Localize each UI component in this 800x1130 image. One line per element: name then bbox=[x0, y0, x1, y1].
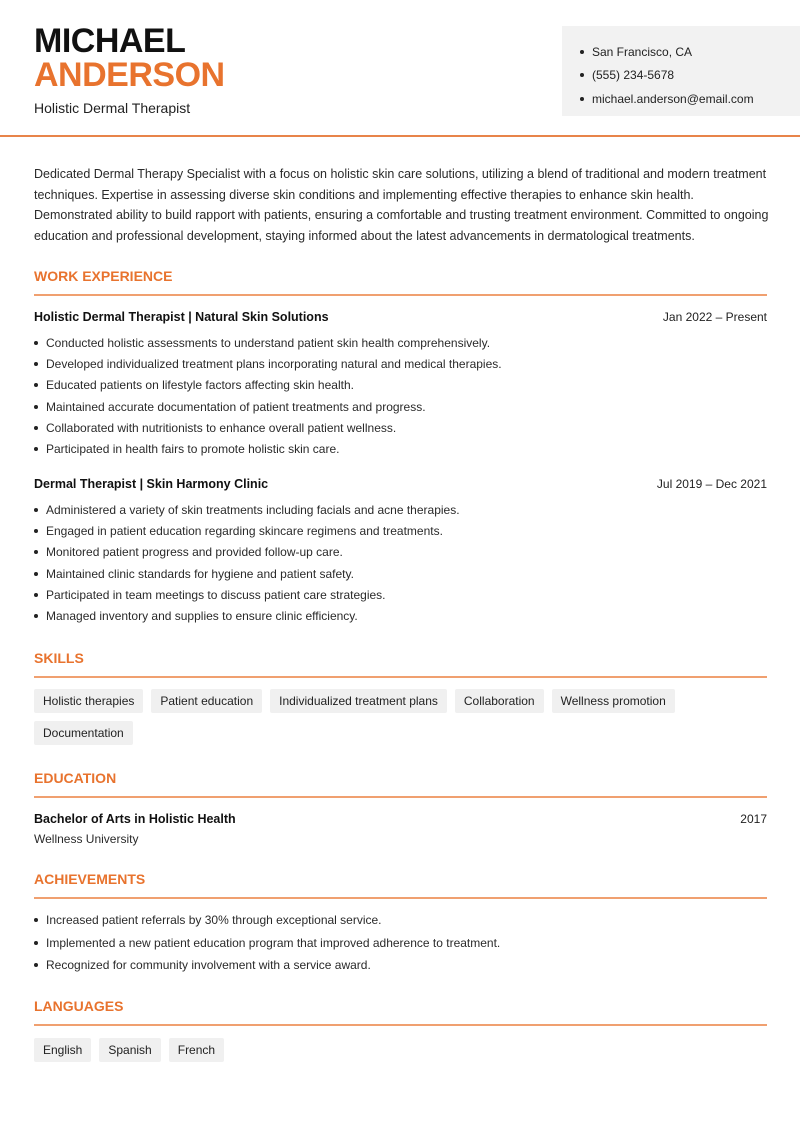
list-item bbox=[34, 542, 767, 563]
list-item bbox=[34, 520, 767, 541]
skill-chip: Patient education bbox=[151, 689, 262, 713]
list-item-text: Increased patient referrals by 30% through exceptional service. bbox=[46, 913, 382, 928]
bullet-icon bbox=[34, 614, 38, 618]
list-item bbox=[34, 332, 767, 353]
list-item bbox=[34, 584, 767, 605]
bullet-icon bbox=[34, 941, 38, 945]
candidate-name bbox=[34, 24, 225, 92]
section-divider bbox=[34, 796, 767, 798]
bullet-icon bbox=[34, 508, 38, 512]
list-item bbox=[34, 396, 767, 417]
job-title: Dermal Therapist | Skin Harmony Clinic bbox=[34, 477, 269, 491]
skill-chip: Holistic therapies bbox=[34, 689, 143, 713]
list-item bbox=[34, 605, 767, 626]
resume-header bbox=[0, 0, 800, 137]
education-degree: Bachelor of Arts in Holistic Health bbox=[34, 812, 236, 826]
bullet-icon bbox=[34, 572, 38, 576]
section-title-achievements: ACHIEVEMENTS bbox=[34, 871, 146, 887]
list-item-text: Educated patients on lifestyle factors affecting skin health. bbox=[46, 378, 354, 393]
language-chip: English bbox=[34, 1038, 91, 1062]
skill-chip: Wellness promotion bbox=[552, 689, 675, 713]
section-title-work: WORK EXPERIENCE bbox=[34, 268, 173, 284]
section-title-education: EDUCATION bbox=[34, 770, 117, 786]
bullet-icon bbox=[34, 918, 38, 922]
bullet-icon bbox=[34, 529, 38, 533]
list-item bbox=[34, 499, 767, 520]
first-name: MICHAEL bbox=[34, 22, 186, 60]
list-item-text: Recognized for community involvement with a service award. bbox=[46, 958, 371, 973]
contact-email bbox=[580, 87, 800, 111]
achievements-list bbox=[34, 909, 767, 977]
bullet-icon bbox=[34, 426, 38, 430]
section-title-skills: SKILLS bbox=[34, 650, 84, 666]
section-divider bbox=[34, 897, 767, 899]
section-divider bbox=[34, 676, 767, 678]
bullet-icon bbox=[34, 550, 38, 554]
contact-location bbox=[580, 40, 800, 64]
last-name: ANDERSON bbox=[34, 56, 225, 94]
list-item-text: Monitored patient progress and provided follow-up care. bbox=[46, 545, 343, 560]
bullet-icon bbox=[34, 963, 38, 967]
list-item-text: Maintained accurate documentation of patient treatments and progress. bbox=[46, 399, 426, 414]
list-item-text: Engaged in patient education regarding skincare regimens and treatments. bbox=[46, 523, 443, 538]
skill-chip: Documentation bbox=[34, 721, 133, 745]
contact-location-text: San Francisco, CA bbox=[592, 44, 693, 59]
bullet-icon bbox=[34, 405, 38, 409]
section-divider bbox=[34, 294, 767, 296]
list-item-text: Participated in health fairs to promote holistic skin care. bbox=[46, 442, 340, 457]
bullet-icon bbox=[34, 447, 38, 451]
professional-summary: Dedicated Dermal Therapy Specialist with a focus on holistic skin care solutions, utilizing a blend of traditional and modern treatment techniques. Expertise in assessing diverse skin conditions and implementing effective therapies to enhance skin health. Demonstrated ability to build rapport with patients, ensuring a comfortable and trusting treatment environment. Committed to ongoing education and professional development, staying informed about the latest advancements in dermatological treatments. bbox=[34, 167, 769, 244]
education-school: Wellness University bbox=[34, 832, 139, 846]
section-title-languages: LANGUAGES bbox=[34, 998, 124, 1014]
bullet-icon bbox=[34, 383, 38, 387]
list-item-text: Participated in team meetings to discuss patient care strategies. bbox=[46, 587, 386, 602]
skill-chip: Collaboration bbox=[455, 689, 544, 713]
list-item-text: Managed inventory and supplies to ensure clinic efficiency. bbox=[46, 609, 358, 624]
job-role: Holistic Dermal Therapist bbox=[34, 100, 191, 116]
list-item bbox=[34, 909, 767, 932]
bullet-icon bbox=[580, 73, 584, 77]
language-chip: French bbox=[169, 1038, 224, 1062]
bullet-icon bbox=[580, 50, 584, 54]
job-bullets bbox=[34, 332, 767, 460]
list-item-text: Collaborated with nutritionists to enhance overall patient wellness. bbox=[46, 420, 397, 435]
list-item bbox=[34, 353, 767, 374]
list-item bbox=[34, 932, 767, 955]
list-item bbox=[34, 417, 767, 438]
bullet-icon bbox=[580, 97, 584, 101]
job-date: Jan 2022 – Present bbox=[662, 310, 767, 324]
list-item-text: Implemented a new patient education program that improved adherence to treatment. bbox=[46, 935, 501, 950]
contact-email-text: michael.anderson@email.com bbox=[592, 91, 754, 106]
list-item-text: Conducted holistic assessments to understand patient skin health comprehensively. bbox=[46, 335, 491, 350]
list-item bbox=[34, 375, 767, 396]
contact-phone-text: (555) 234-5678 bbox=[592, 68, 675, 83]
skills-list bbox=[34, 689, 774, 745]
list-item bbox=[34, 954, 767, 977]
bullet-icon bbox=[34, 341, 38, 345]
bullet-icon bbox=[34, 593, 38, 597]
list-item bbox=[34, 438, 767, 459]
job-bullets bbox=[34, 499, 767, 627]
list-item-text: Administered a variety of skin treatments including facials and acne therapies. bbox=[46, 502, 460, 517]
skill-chip: Individualized treatment plans bbox=[270, 689, 447, 713]
contact-box bbox=[562, 26, 800, 116]
list-item-text: Developed individualized treatment plans incorporating natural and medical therapies. bbox=[46, 356, 502, 371]
list-item bbox=[34, 563, 767, 584]
language-chip: Spanish bbox=[99, 1038, 160, 1062]
section-divider bbox=[34, 1024, 767, 1026]
contact-phone bbox=[580, 64, 800, 88]
job-title: Holistic Dermal Therapist | Natural Skin Solutions bbox=[34, 310, 329, 324]
education-year: 2017 bbox=[740, 812, 767, 826]
job-date: Jul 2019 – Dec 2021 bbox=[656, 477, 767, 491]
languages-list bbox=[34, 1038, 774, 1062]
bullet-icon bbox=[34, 362, 38, 366]
list-item-text: Maintained clinic standards for hygiene and patient safety. bbox=[46, 566, 354, 581]
